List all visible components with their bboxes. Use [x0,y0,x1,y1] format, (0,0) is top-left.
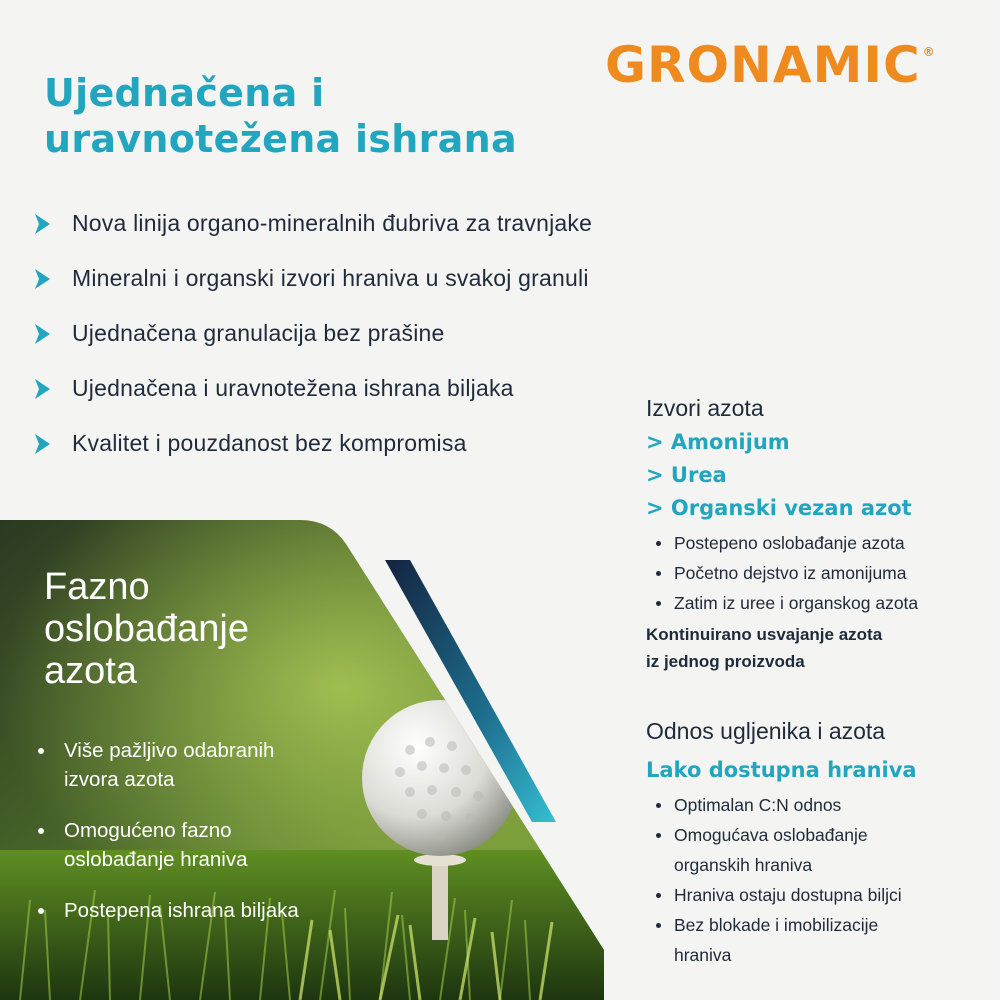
nitrogen-sources-heading: Izvori azota [646,395,764,421]
nitrogen-bullet: Zatim iz uree i organskog azota [646,588,918,618]
page-title-line1: Ujednačena i [44,71,325,115]
panel-title-line3: azota [44,650,137,692]
feature-item [30,196,592,251]
chevron-right-icon [30,376,56,402]
panel-bullet-item [36,736,299,794]
panel-bullet-list [36,736,299,947]
panel-bullet-line1: Više pažljivo odabranih [64,739,275,762]
panel-title-line2: oslobađanje [44,608,249,650]
feature-item [30,306,592,361]
chevron-right-icon [30,321,56,347]
feature-text: Ujednačena granulacija bez prašine [72,320,445,346]
chevron-right-icon [30,431,56,457]
page-title-line2: uravnotežena ishrana [44,117,517,161]
feature-item [30,416,592,471]
feature-item [30,361,592,416]
feature-text: Nova linija organo-mineralnih đubriva za travnjake [72,210,593,236]
panel-bullet-line2: izvora azota [64,768,175,791]
panel-bullet-line1: Postepena ishrana biljaka [64,899,299,922]
nitrogen-bullet: Postepeno oslobađanje azota [646,528,918,558]
carbon-bullet-list [646,790,902,970]
nitrogen-bullet-list [646,528,918,618]
panel-bullet-item [36,896,299,925]
feature-list [30,196,592,471]
page-title [44,70,517,162]
registered-mark: ® [922,45,936,59]
panel-bullet-line2: oslobađanje hraniva [64,848,248,871]
carbon-subheading: Lako dostupna hraniva [646,758,917,782]
chevron-right-icon [30,211,56,237]
feature-text: Kvalitet i pouzdanost bez kompromisa [72,430,467,456]
carbon-bullet-continuation: hraniva [674,945,732,965]
carbon-bullet: Optimalan C:N odnos [646,790,902,820]
nitrogen-note-line1: Kontinuirano usvajanje azota [646,625,883,644]
panel-bullet-item [36,816,299,874]
carbon-bullet: Bez blokade i imobilizacije [646,910,902,940]
feature-text: Ujednačena i uravnotežena ishrana biljaka [72,375,514,401]
carbon-bullet-continuation: organskih hraniva [674,855,813,875]
panel-bullet-line1: Omogućeno fazno [64,819,232,842]
nitrogen-source-ammonium: > Amonijum [646,430,790,454]
nitrogen-note-line2: iz jednog proizvoda [646,652,805,671]
feature-text: Mineralni i organski izvori hraniva u svakoj granuli [72,265,589,291]
panel-title [44,566,249,692]
panel-title-line1: Fazno [44,566,150,608]
nitrogen-source-organic: > Organski vezan azot [646,496,912,520]
brand-logo [605,36,936,94]
nitrogen-note [646,621,882,675]
carbon-bullet: Hraniva ostaju dostupna biljci [646,880,902,910]
nitrogen-bullet: Početno dejstvo iz amonijuma [646,558,918,588]
feature-item [30,251,592,306]
brand-name: GRONAMIC [605,36,921,94]
carbon-bullet: Omogućava oslobađanje [646,820,902,850]
chevron-right-icon [30,266,56,292]
nitrogen-source-urea: > Urea [646,463,727,487]
carbon-nitrogen-heading: Odnos ugljenika i azota [646,718,886,744]
